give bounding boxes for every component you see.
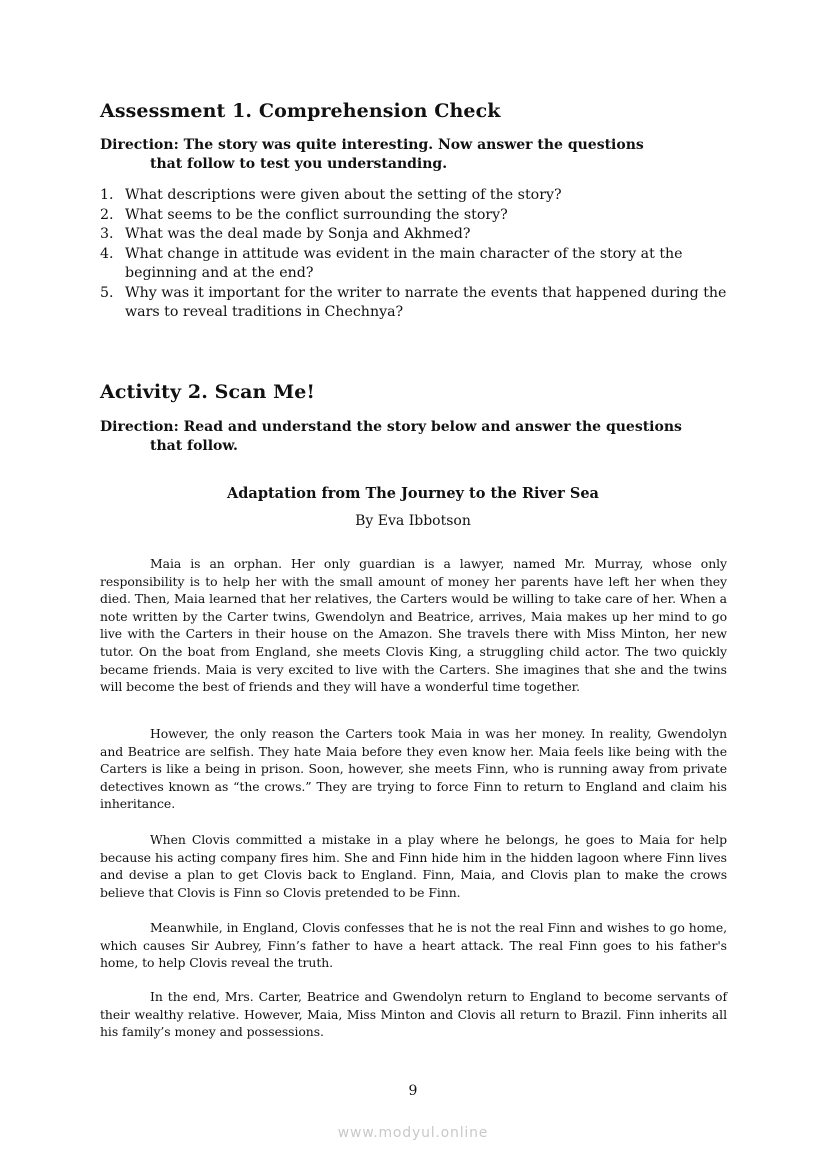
question-item <box>100 284 740 323</box>
story-title: Adaptation from The Journey to the River Sea <box>227 485 599 502</box>
question-number: 1. <box>100 187 114 203</box>
activity-direction <box>100 418 740 456</box>
story-paragraph: Maia is an orphan. Her only guardian is a lawyer, named Mr. Murray, whose only responsibility is to help her with the small amount of money her parents have left her when they died. Then, Maia learned that her relatives, the Carters would be willing to take care of her. When a note written by the Carter twins, Gwendolyn and Beatrice, arrives, Maia makes up her mind to go live with the Carters in their house on the Amazon. She travels there with Miss Minton, her new tutor. On the boat from England, she meets Clovis King, a struggling child actor. The two quickly became friends. Maia is very excited to live with the Carters. She imagines that she and the twins will become the best of friends and they will have a wonderful time together. <box>100 556 727 695</box>
activity-title: Activity 2. Scan Me! <box>100 381 315 403</box>
question-list <box>100 186 740 323</box>
question-item <box>100 225 740 245</box>
watermark: www.modyul.online <box>337 1125 489 1141</box>
assessment-direction <box>100 136 740 174</box>
assessment-title: Assessment 1. Comprehension Check <box>100 100 501 122</box>
question-number: 5. <box>100 284 114 301</box>
question-number: 4. <box>100 245 114 262</box>
activity-direction-line2: that follow. <box>150 438 238 454</box>
question-text: Why was it important for the writer to narrate the events that happened during the wars to reveal traditions in Chechnya? <box>125 284 727 320</box>
question-item <box>100 206 740 226</box>
question-text: What descriptions were given about the setting of the story? <box>125 187 562 203</box>
question-text: What seems to be the conflict surrounding the story? <box>125 206 508 223</box>
story-paragraph: When Clovis committed a mistake in a play where he belongs, he goes to Maia for help because his acting company fires him. She and Finn hide him in the hidden lagoon where Finn lives and devise a plan to get Clovis back to England. Finn, Maia, and Clovis plan to make the crows believe that Clovis is Finn so Clovis pretended to be Finn. <box>100 832 727 900</box>
question-item <box>100 186 740 206</box>
activity-direction-line1: Direction: Read and understand the story below and answer the questions <box>100 419 682 435</box>
question-item <box>100 245 740 284</box>
story-byline: By Eva Ibbotson <box>355 513 471 529</box>
question-number: 3. <box>100 226 114 242</box>
question-text: What was the deal made by Sonja and Akhmed? <box>125 226 471 242</box>
page-number: 9 <box>408 1083 418 1099</box>
assessment-direction-line2: that follow to test you understanding. <box>150 156 448 172</box>
story-paragraph: In the end, Mrs. Carter, Beatrice and Gwendolyn return to England to become servants of their wealthy relative. However, Maia, Miss Minton and Clovis all return to Brazil. Finn inherits all his family’s money and possessions. <box>100 989 727 1040</box>
assessment-direction-line1: Direction: The story was quite interesting. Now answer the questions <box>100 137 644 153</box>
question-number: 2. <box>100 206 114 223</box>
story-paragraph: However, the only reason the Carters took Maia in was her money. In reality, Gwendolyn and Beatrice are selfish. They hate Maia before they even know her. Maia feels like being with the Carters is like a being in prison. Soon, however, she meets Finn, who is running away from private detectives known as “the crows.” They are trying to force Finn to return to England and claim his inheritance. <box>100 726 727 812</box>
story-paragraph: Meanwhile, in England, Clovis confesses that he is not the real Finn and wishes to go home, which causes Sir Aubrey, Finn’s father to have a heart attack. The real Finn goes to his father's home, to help Clovis reveal the truth. <box>100 920 727 971</box>
question-text: What change in attitude was evident in the main character of the story at the beginning and at the end? <box>125 245 683 281</box>
